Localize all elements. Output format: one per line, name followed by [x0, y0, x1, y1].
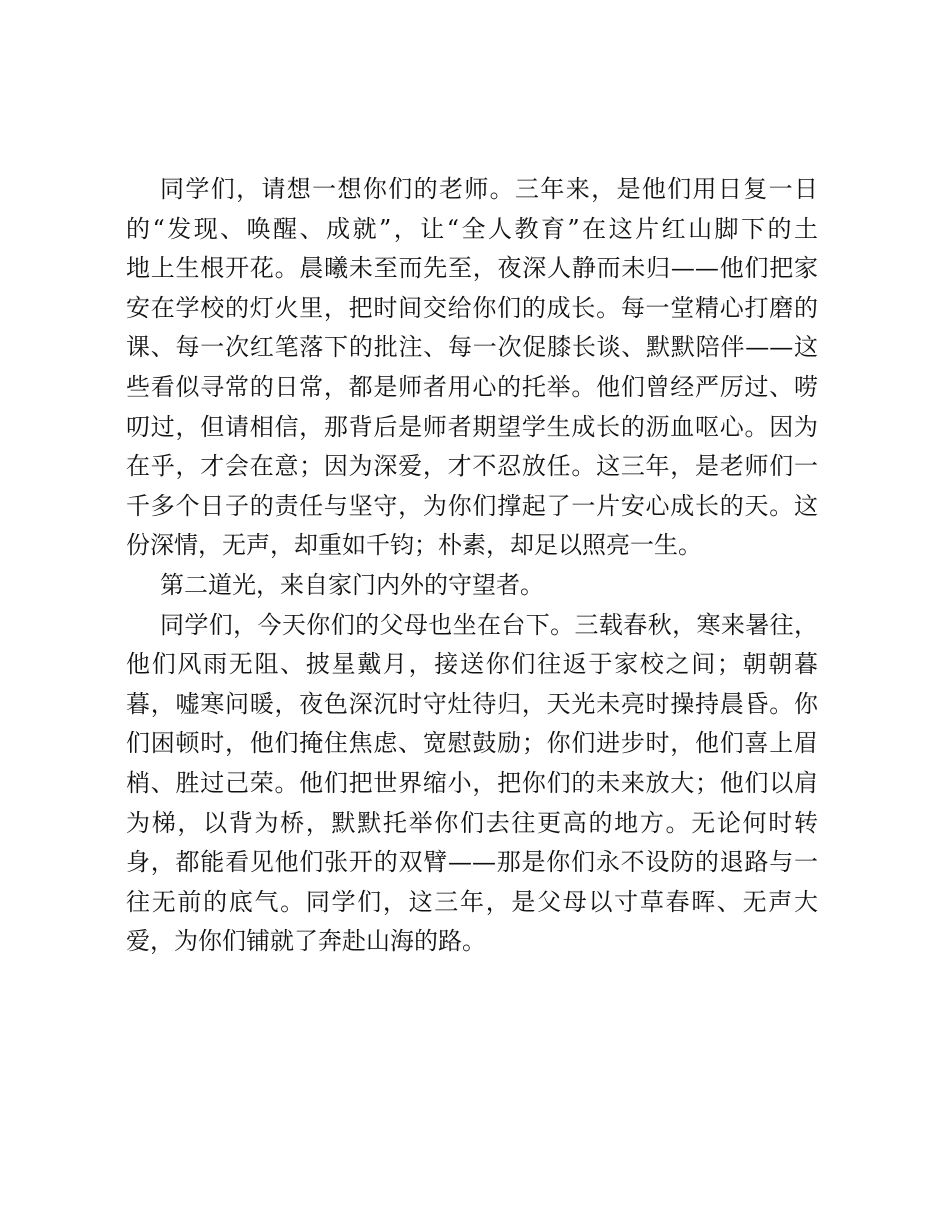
- paragraph-line: 份深情，无声，却重如千钧；朴素，却足以照亮一生。: [126, 531, 702, 560]
- paragraph-line: 的“发现、唤醒、成就”，让“全人教育”在这片红山脚下的土: [126, 214, 818, 243]
- paragraph-parents: [126, 606, 818, 962]
- paragraph-line: 安在学校的灯火里，把时间交给你们的成长。每一堂精心打磨的: [126, 293, 818, 322]
- paragraph-line: 为梯，以背为桥，默默托举你们去往更高的地方。无论何时转: [126, 808, 818, 837]
- paragraph-line: 在乎，才会在意；因为深爱，才不忍放任。这三年，是老师们一: [126, 452, 818, 481]
- paragraph-line: 梢、胜过己荣。他们把世界缩小，把你们的未来放大；他们以肩: [126, 768, 818, 797]
- paragraph-line: 千多个日子的责任与坚守，为你们撑起了一片安心成长的天。这: [126, 491, 818, 520]
- paragraph-line: 他们风雨无阻、披星戴月，接送你们往返于家校之间；朝朝暮: [126, 650, 818, 679]
- paragraph-line: 身，都能看见他们张开的双臂——那是你们永不设防的退路与一: [126, 848, 818, 877]
- paragraph-line: 同学们，今天你们的父母也坐在台下。三载春秋，寒来暑往，: [160, 610, 818, 639]
- document-body: [126, 170, 818, 962]
- paragraph-line: 课、每一次红笔落下的批注、每一次促膝长谈、默默陪伴——这: [126, 333, 818, 362]
- paragraph-line: 些看似寻常的日常，都是师者用心的托举。他们曾经严厉过、唠: [126, 372, 818, 401]
- paragraph-teachers: [126, 170, 818, 566]
- paragraph-line: 叨过，但请相信，那背后是师者期望学生成长的沥血呕心。因为: [126, 412, 818, 441]
- paragraph-second-light-heading: [126, 566, 818, 606]
- paragraph-line: 暮，嘘寒问暖，夜色深沉时守灶待归，天光未亮时操持晨昏。你: [126, 689, 818, 718]
- paragraph-line: 第二道光，来自家门内外的守望者。: [160, 570, 544, 599]
- paragraph-line: 往无前的底气。同学们，这三年，是父母以寸草春晖、无声大: [126, 887, 818, 916]
- paragraph-line: 爱，为你们铺就了奔赴山海的路。: [126, 927, 486, 956]
- paragraph-line: 同学们，请想一想你们的老师。三年来，是他们用日复一日: [160, 175, 818, 203]
- paragraph-line: 地上生根开花。晨曦未至而先至，夜深人静而未归——他们把家: [126, 254, 818, 283]
- paragraph-line: 们困顿时，他们掩住焦虑、宽慰鼓励；你们进步时，他们喜上眉: [126, 729, 818, 758]
